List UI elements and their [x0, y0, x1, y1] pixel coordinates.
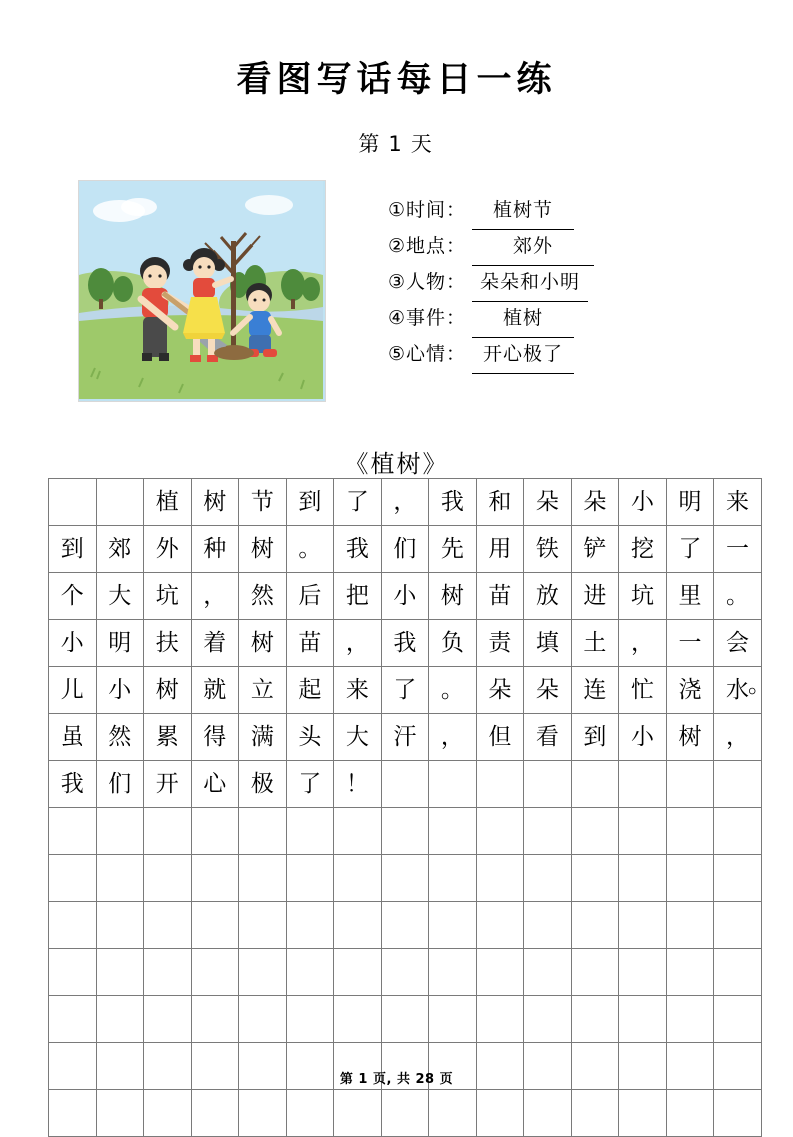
grid-cell[interactable] — [334, 902, 382, 949]
grid-cell[interactable]: 一 — [666, 620, 714, 667]
grid-cell[interactable] — [49, 479, 97, 526]
grid-cell[interactable] — [96, 949, 144, 996]
grid-cell[interactable] — [286, 1090, 334, 1137]
grid-cell[interactable] — [334, 949, 382, 996]
day-prefix: 第 — [358, 132, 383, 156]
grid-cell[interactable] — [96, 855, 144, 902]
grid-cell[interactable]: 填 — [524, 620, 572, 667]
grid-cell[interactable] — [144, 808, 192, 855]
grid-cell[interactable] — [429, 996, 477, 1043]
grid-cell[interactable]: 坑 — [619, 573, 667, 620]
grid-cell[interactable] — [476, 1090, 524, 1137]
writing-grid-wrapper — [48, 478, 771, 1137]
grid-cell[interactable] — [571, 761, 619, 808]
grid-row — [49, 949, 762, 996]
grid-cell[interactable]: ， — [381, 479, 429, 526]
grid-cell[interactable]: 放 — [524, 573, 572, 620]
grid-cell[interactable]: 但 — [476, 714, 524, 761]
grid-row — [49, 902, 762, 949]
grid-cell[interactable] — [144, 949, 192, 996]
grid-cell[interactable] — [524, 855, 572, 902]
info-value-characters[interactable]: 朵朵和小明 — [472, 264, 588, 302]
grid-cell[interactable]: 挖 — [619, 526, 667, 573]
grid-cell[interactable]: 里 — [666, 573, 714, 620]
grid-cell[interactable]: ， — [191, 573, 239, 620]
grid-cell[interactable]: 会 — [714, 620, 762, 667]
grid-cell[interactable] — [381, 761, 429, 808]
grid-cell[interactable] — [571, 1090, 619, 1137]
grid-cell[interactable] — [286, 808, 334, 855]
grid-cell[interactable]: 树 — [429, 573, 477, 620]
day-number: 1 — [388, 132, 405, 156]
grid-cell[interactable] — [619, 949, 667, 996]
grid-cell[interactable] — [524, 1090, 572, 1137]
grid-cell[interactable] — [714, 996, 762, 1043]
grid-cell[interactable] — [666, 808, 714, 855]
grid-cell[interactable] — [714, 949, 762, 996]
grid-cell[interactable]: 我 — [49, 761, 97, 808]
grid-cell[interactable]: ， — [334, 620, 382, 667]
grid-cell[interactable]: 极 — [239, 761, 287, 808]
grid-cell[interactable]: 明 — [96, 620, 144, 667]
grid-cell[interactable]: 明 — [666, 479, 714, 526]
grid-cell[interactable] — [524, 808, 572, 855]
grid-cell[interactable]: 树 — [239, 526, 287, 573]
info-row-place — [388, 228, 718, 264]
grid-cell[interactable] — [571, 808, 619, 855]
grid-cell[interactable] — [191, 1090, 239, 1137]
grid-cell[interactable]: 小 — [49, 620, 97, 667]
grid-cell[interactable] — [381, 902, 429, 949]
grid-cell[interactable] — [334, 808, 382, 855]
grid-cell[interactable]: 了 — [666, 526, 714, 573]
grid-row — [49, 996, 762, 1043]
info-value-place[interactable]: 郊外 — [472, 228, 594, 266]
grid-cell[interactable]: 后 — [286, 573, 334, 620]
grid-cell[interactable] — [144, 902, 192, 949]
grid-cell[interactable] — [571, 855, 619, 902]
grid-cell[interactable]: 了 — [334, 479, 382, 526]
grid-cell[interactable] — [49, 855, 97, 902]
grid-cell[interactable] — [49, 902, 97, 949]
grid-cell[interactable]: 先 — [429, 526, 477, 573]
grid-row — [49, 573, 762, 620]
grid-cell[interactable] — [476, 996, 524, 1043]
grid-cell[interactable]: 来 — [714, 479, 762, 526]
grid-cell[interactable]: 个 — [49, 573, 97, 620]
grid-cell[interactable]: 坑 — [144, 573, 192, 620]
grid-cell[interactable]: 苗 — [286, 620, 334, 667]
info-row-event — [388, 300, 718, 336]
grid-cell[interactable] — [286, 855, 334, 902]
grid-row — [49, 1090, 762, 1137]
grid-cell[interactable] — [239, 902, 287, 949]
grid-cell[interactable] — [334, 1090, 382, 1137]
grid-cell[interactable]: 心 — [191, 761, 239, 808]
grid-cell[interactable]: 立 — [239, 667, 287, 714]
grid-cell[interactable] — [429, 1090, 477, 1137]
grid-cell[interactable] — [334, 996, 382, 1043]
grid-cell[interactable]: 儿 — [49, 667, 97, 714]
grid-cell[interactable]: 然 — [96, 714, 144, 761]
grid-cell[interactable]: 树 — [144, 667, 192, 714]
grid-cell[interactable]: 我 — [429, 479, 477, 526]
page-footer: 第 1 页, 共 28 页 — [339, 1072, 454, 1087]
grid-cell[interactable]: 来 — [334, 667, 382, 714]
grid-cell[interactable] — [381, 808, 429, 855]
grid-cell[interactable]: 朵 — [571, 479, 619, 526]
day-suffix: 天 — [410, 132, 435, 156]
grid-cell[interactable]: 满 — [239, 714, 287, 761]
grid-cell[interactable] — [524, 902, 572, 949]
day-heading — [0, 128, 793, 158]
grid-cell[interactable]: 小 — [619, 479, 667, 526]
grid-cell[interactable] — [286, 902, 334, 949]
grid-cell[interactable]: 。 — [429, 667, 477, 714]
grid-cell[interactable]: 看 — [524, 714, 572, 761]
grid-cell[interactable] — [429, 855, 477, 902]
grid-row — [49, 808, 762, 855]
info-value-mood[interactable]: 开心极了 — [472, 336, 574, 374]
grid-row — [49, 620, 762, 667]
grid-cell[interactable]: 树 — [666, 714, 714, 761]
grid-cell[interactable] — [476, 808, 524, 855]
grid-cell[interactable]: 植 — [144, 479, 192, 526]
grid-cell[interactable]: 树 — [239, 620, 287, 667]
grid-cell[interactable]: 累 — [144, 714, 192, 761]
info-row-mood — [388, 336, 718, 372]
grid-cell[interactable]: 连 — [571, 667, 619, 714]
page-title: 看图写话每日一练 — [236, 59, 557, 100]
grid-cell[interactable] — [49, 1090, 97, 1137]
grid-cell[interactable] — [96, 479, 144, 526]
grid-cell[interactable]: 土 — [571, 620, 619, 667]
grid-cell[interactable]: 。 — [714, 573, 762, 620]
grid-cell[interactable] — [666, 1090, 714, 1137]
grid-cell[interactable] — [191, 902, 239, 949]
info-label-characters: ③人物： — [388, 271, 467, 293]
grid-cell[interactable]: 责 — [476, 620, 524, 667]
grid-cell[interactable]: 就 — [191, 667, 239, 714]
composition-title: 《植树》 — [344, 450, 449, 478]
grid-cell[interactable] — [571, 902, 619, 949]
grid-cell[interactable] — [96, 902, 144, 949]
grid-cell[interactable] — [429, 949, 477, 996]
grid-cell[interactable] — [714, 902, 762, 949]
grid-cell[interactable]: 虽 — [49, 714, 97, 761]
grid-cell[interactable] — [619, 1090, 667, 1137]
grid-cell[interactable]: 到 — [286, 479, 334, 526]
grid-cell[interactable]: 小 — [96, 667, 144, 714]
grid-cell[interactable]: 树 — [191, 479, 239, 526]
grid-cell[interactable]: 忙 — [619, 667, 667, 714]
grid-cell[interactable] — [429, 902, 477, 949]
story-info-list — [388, 192, 718, 372]
grid-cell[interactable]: 朵 — [476, 667, 524, 714]
grid-row — [49, 761, 762, 808]
grid-cell[interactable]: 起 — [286, 667, 334, 714]
grid-cell[interactable] — [524, 761, 572, 808]
grid-cell[interactable]: 用 — [476, 526, 524, 573]
grid-cell[interactable] — [144, 855, 192, 902]
grid-cell[interactable] — [476, 761, 524, 808]
grid-cell[interactable]: 们 — [96, 761, 144, 808]
grid-cell[interactable]: 朵 — [524, 667, 572, 714]
grid-cell[interactable] — [714, 808, 762, 855]
info-value-time[interactable]: 植树节 — [472, 192, 574, 230]
grid-cell[interactable] — [96, 808, 144, 855]
grid-cell[interactable] — [286, 949, 334, 996]
grid-cell[interactable]: 汗 — [381, 714, 429, 761]
grid-cell[interactable] — [49, 949, 97, 996]
grid-row — [49, 855, 762, 902]
grid-cell[interactable]: 我 — [334, 526, 382, 573]
grid-row — [49, 479, 762, 526]
grid-cell[interactable]: 郊 — [96, 526, 144, 573]
grid-cell[interactable]: 得 — [191, 714, 239, 761]
grid-cell[interactable] — [429, 808, 477, 855]
grid-cell[interactable] — [191, 949, 239, 996]
grid-cell[interactable] — [619, 996, 667, 1043]
info-row-time — [388, 192, 718, 228]
grid-cell[interactable]: 然 — [239, 573, 287, 620]
grid-cell[interactable] — [239, 855, 287, 902]
info-label-event: ④事件： — [388, 307, 467, 329]
grid-cell[interactable] — [49, 808, 97, 855]
grid-cell[interactable] — [381, 1090, 429, 1137]
grid-cell[interactable]: 小 — [381, 573, 429, 620]
grid-cell[interactable] — [191, 808, 239, 855]
grid-cell[interactable]: 。 — [286, 526, 334, 573]
grid-cell[interactable] — [476, 949, 524, 996]
grid-cell[interactable] — [476, 902, 524, 949]
grid-cell[interactable]: 扶 — [144, 620, 192, 667]
grid-cell[interactable] — [666, 855, 714, 902]
grid-cell[interactable]: 着 — [191, 620, 239, 667]
grid-cell[interactable]: 大 — [334, 714, 382, 761]
grid-cell[interactable]: 负 — [429, 620, 477, 667]
grid-cell[interactable] — [429, 761, 477, 808]
grid-row — [49, 714, 762, 761]
grid-cell[interactable]: 到 — [571, 714, 619, 761]
grid-cell[interactable]: 浇 — [666, 667, 714, 714]
grid-cell[interactable] — [191, 855, 239, 902]
grid-cell[interactable]: 节 — [239, 479, 287, 526]
grid-cell[interactable] — [619, 902, 667, 949]
grid-cell[interactable] — [714, 1090, 762, 1137]
grid-cell[interactable] — [49, 996, 97, 1043]
grid-cell[interactable]: 种 — [191, 526, 239, 573]
illustration-image — [78, 180, 326, 402]
grid-cell[interactable] — [619, 855, 667, 902]
grid-cell[interactable]: 大 — [96, 573, 144, 620]
grid-cell[interactable] — [239, 1090, 287, 1137]
grid-cell[interactable] — [381, 996, 429, 1043]
info-label-mood: ⑤心情： — [388, 343, 467, 365]
grid-cell[interactable] — [666, 996, 714, 1043]
info-label-place: ②地点： — [388, 235, 467, 257]
grid-overflow-char: 。 — [748, 672, 771, 698]
grid-cell[interactable]: 开 — [144, 761, 192, 808]
grid-cell[interactable]: 头 — [286, 714, 334, 761]
grid-cell[interactable] — [96, 996, 144, 1043]
grid-cell[interactable]: 小 — [619, 714, 667, 761]
grid-cell[interactable] — [666, 902, 714, 949]
grid-cell[interactable]: 了 — [381, 667, 429, 714]
grid-cell[interactable] — [191, 996, 239, 1043]
grid-cell[interactable] — [239, 808, 287, 855]
grid-cell[interactable] — [144, 996, 192, 1043]
grid-cell[interactable] — [144, 1090, 192, 1137]
grid-cell[interactable] — [524, 996, 572, 1043]
grid-row — [49, 526, 762, 573]
grid-cell[interactable] — [619, 808, 667, 855]
grid-cell[interactable]: ， — [429, 714, 477, 761]
grid-cell[interactable]: 水 — [714, 667, 762, 714]
grid-cell[interactable] — [666, 761, 714, 808]
grid-cell[interactable]: 苗 — [476, 573, 524, 620]
grid-cell[interactable]: 铲 — [571, 526, 619, 573]
grid-cell[interactable] — [239, 949, 287, 996]
info-label-time: ①时间： — [388, 199, 467, 221]
grid-cell[interactable] — [476, 855, 524, 902]
grid-cell[interactable] — [381, 855, 429, 902]
grid-cell[interactable]: 朵 — [524, 479, 572, 526]
grid-cell[interactable]: 外 — [144, 526, 192, 573]
writing-grid[interactable] — [48, 478, 762, 1137]
grid-cell[interactable] — [666, 949, 714, 996]
grid-row — [49, 667, 762, 714]
info-value-event[interactable]: 植树 — [472, 300, 574, 338]
grid-cell[interactable] — [524, 949, 572, 996]
grid-cell[interactable]: 到 — [49, 526, 97, 573]
grid-cell[interactable]: 了 — [286, 761, 334, 808]
grid-cell[interactable] — [334, 855, 382, 902]
grid-cell[interactable]: 把 — [334, 573, 382, 620]
info-row-characters — [388, 264, 718, 300]
grid-cell[interactable] — [619, 761, 667, 808]
grid-cell[interactable] — [239, 996, 287, 1043]
grid-cell[interactable]: ， — [714, 714, 762, 761]
grid-cell[interactable]: 铁 — [524, 526, 572, 573]
grid-cell[interactable] — [571, 949, 619, 996]
grid-cell[interactable] — [286, 996, 334, 1043]
grid-cell[interactable]: 进 — [571, 573, 619, 620]
grid-cell[interactable]: 和 — [476, 479, 524, 526]
grid-cell[interactable]: 我 — [381, 620, 429, 667]
grid-cell[interactable]: ， — [619, 620, 667, 667]
grid-cell[interactable] — [714, 855, 762, 902]
grid-cell[interactable] — [571, 996, 619, 1043]
grid-cell[interactable]: 一 — [714, 526, 762, 573]
grid-cell[interactable] — [96, 1090, 144, 1137]
grid-cell[interactable] — [714, 761, 762, 808]
grid-cell[interactable] — [381, 949, 429, 996]
grid-cell[interactable]: ！ — [334, 761, 382, 808]
grid-cell[interactable]: 们 — [381, 526, 429, 573]
